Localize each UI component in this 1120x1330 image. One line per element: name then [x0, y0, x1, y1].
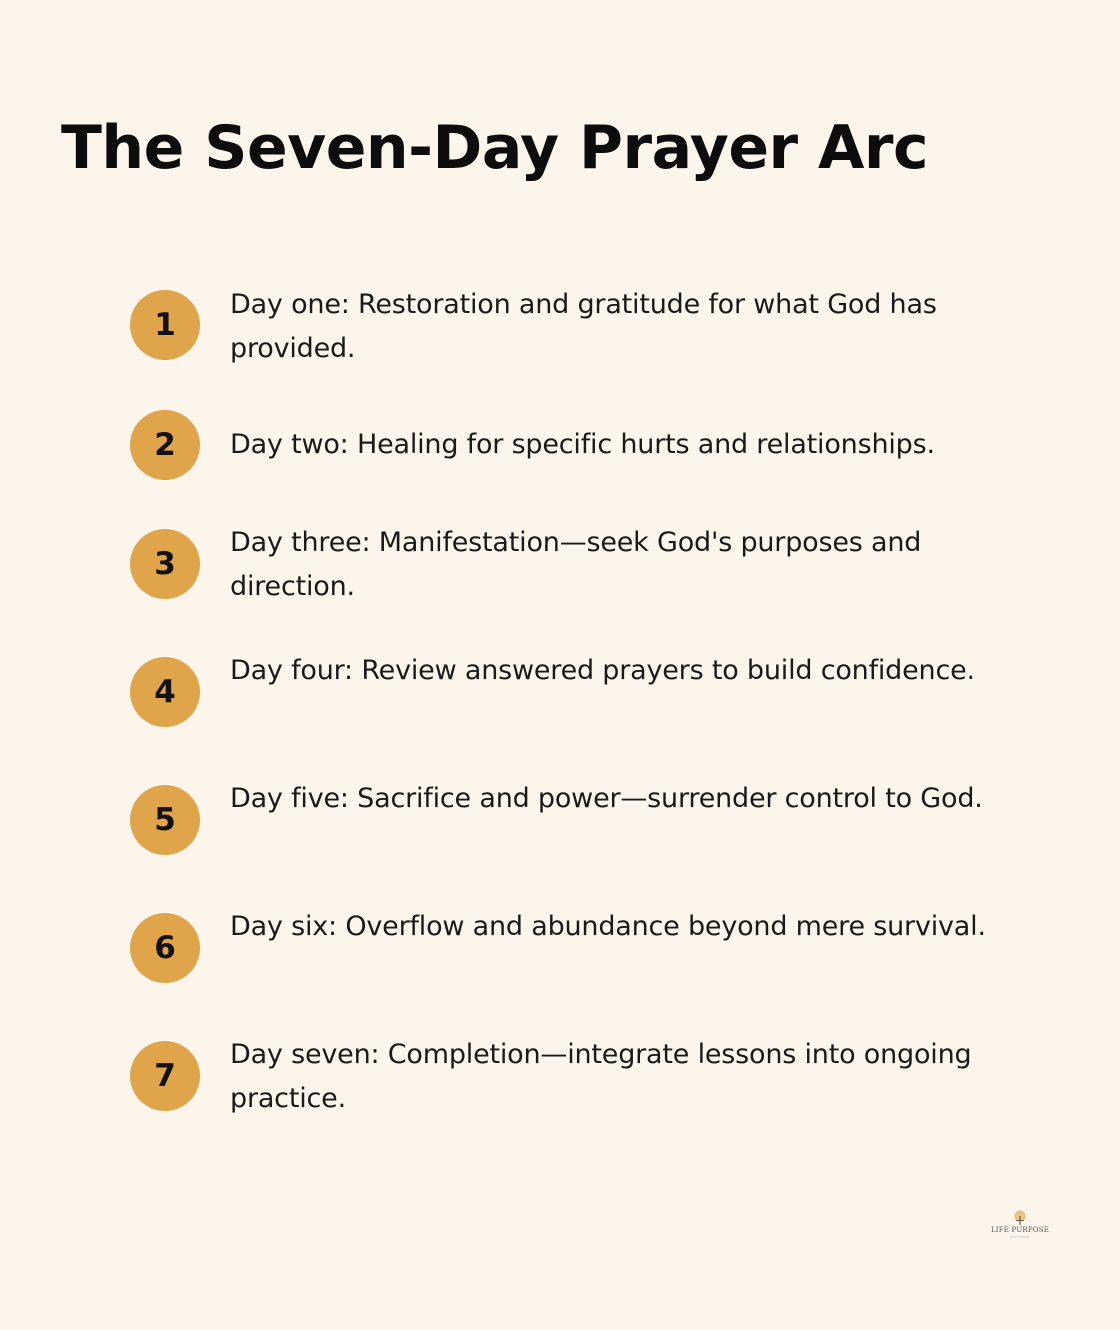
- step-number-badge: 7: [130, 1041, 200, 1111]
- page-title: The Seven-Day Prayer Arc: [61, 113, 929, 183]
- step-text: Day one: Restoration and gratitude for what God has provided.: [230, 289, 937, 364]
- step-number-badge: 2: [130, 410, 200, 480]
- step-number-badge: 3: [130, 529, 200, 599]
- step-text: Day two: Healing for specific hurts and relationships.: [230, 429, 935, 460]
- step-text: Day five: Sacrifice and power—surrender control to God.: [230, 783, 983, 814]
- brand-logo: [988, 1210, 1052, 1246]
- step-number-badge: 1: [130, 290, 200, 360]
- logo-tagline: MATTERS: [1010, 1235, 1030, 1239]
- step-number-badge: 6: [130, 913, 200, 983]
- step-text: Day three: Manifestation—seek God's purposes and direction.: [230, 527, 922, 602]
- step-number-badge: 4: [130, 657, 200, 727]
- logo-name: LIFE PURPOSE: [990, 1226, 1050, 1234]
- step-text: Day four: Review answered prayers to build confidence.: [230, 655, 975, 686]
- step-text: Day seven: Completion—integrate lessons into ongoing practice.: [230, 1039, 972, 1114]
- step-text: Day six: Overflow and abundance beyond mere survival.: [230, 911, 986, 942]
- tree-icon: [1011, 1210, 1029, 1226]
- step-number-badge: 5: [130, 785, 200, 855]
